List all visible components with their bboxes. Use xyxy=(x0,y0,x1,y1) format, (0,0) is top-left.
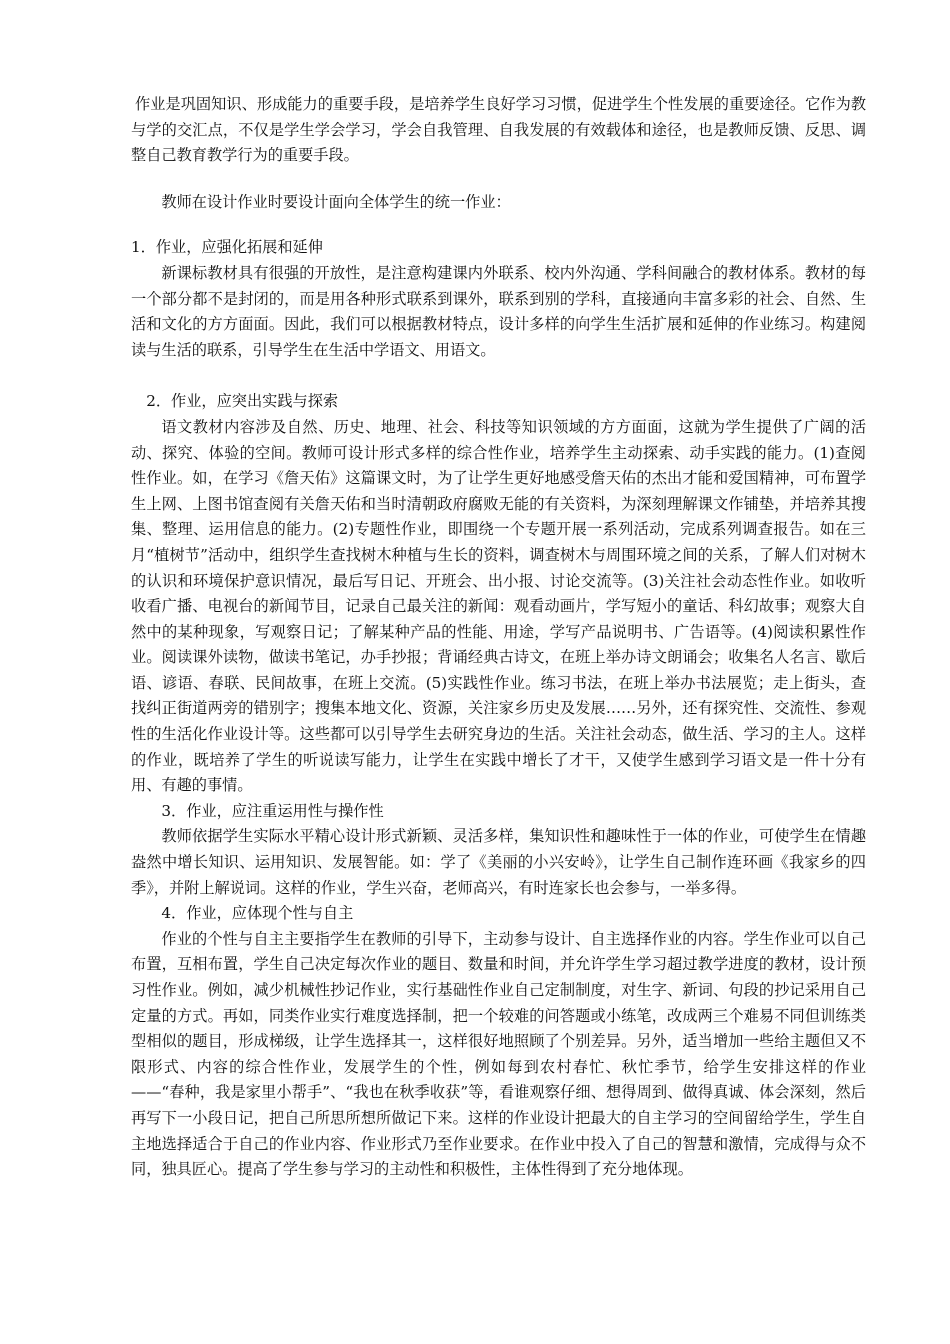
section-body-4: 作业的个性与自主主要指学生在教师的引导下，主动参与设计、自主选择作业的内容。学生作业可以自己布置，互相布置，学生自己决定每次作业的题目、数量和时间，并允许学生学习超过教学进度的教材，设计预习性作业。例如，减少机械性抄记作业，实行基础性作业自己定制制度，对生字、新词、句段的抄记采用自己定量的方式。再如，同类作业实行难度选择制，把一个较难的问答题或小练笔，改成两三个难易不同但训练类型相似的题目，形成梯级，让学生选择其一，这样很好地照顾了个别差异。另外，适当增加一些给主题但又不限形式、内容的综合性作业，发展学生的个性，例如每到农村春忙、秋忙季节，给学生安排这样的作业——“春种，我是家里小帮手”、“我也在秋季收获”等，看谁观察仔细、想得周到、做得真诚、体会深刻，然后再写下一小段日记，把自己所思所想所做记下来。这样的作业设计把最大的自主学习的空间留给学生，学生自主地选择适合于自己的作业内容、作业形式乃至作业要求。在作业中投入了自己的智慧和激情，完成得与众不同，独具匠心。提高了学生参与学习的主动性和积极性，主体性得到了充分地体现。 xyxy=(131,929,866,1179)
intro-paragraph: 作业是巩固知识、形成能力的重要手段，是培养学生良好学习习惯，促进学生个性发展的重要途径。它作为教与学的交汇点，不仅是学生学会学习，学会自我管理、自我发展的有效载体和途径，也是教师反馈、反思、调整自己教育教学行为的重要手段。 xyxy=(131,95,866,165)
section-heading-1: 1．作业，应强化拓展和延伸 xyxy=(131,238,323,257)
section-heading-4: 4．作业，应体现个性与自主 xyxy=(161,904,354,923)
section-body-1: 新课标教材具有很强的开放性，是注意构建课内外联系、校内外沟通、学科间融合的教材体系。教材的每一个部分都不是封闭的，而是用各种形式联系到课外，联系到别的学科，直接通向丰富多彩的社会、自然、生活和文化的方方面面。因此，我们可以根据教材特点，设计多样的向学生生活扩展和延伸的作业练习。构建阅读与生活的联系，引导学生在生活中学语文、用语文。 xyxy=(131,263,866,359)
section-body-2: 语文教材内容涉及自然、历史、地理、社会、科技等知识领域的方方面面，这就为学生提供了广阔的活动、探究、体验的空间。教师可设计形式多样的综合性作业，培养学生主动探索、动手实践的能力。(1)查阅性作业。如，在学习《詹天佑》这篇课文时，为了让学生更好地感受詹天佑的杰出才能和爱国精神，可布置学生上网、上图书馆查阅有关詹天佑和当时清朝政府腐败无能的有关资料，为深刻理解课文作铺垫，并培养其搜集、整理、运用信息的能力。(2)专题性作业，即围绕一个专题开展一系列活动，完成系列调查报告。如在三月“植树节”活动中，组织学生查找树木种植与生长的资料，调查树木与周围环境之间的关系，了解人们对树木的认识和环境保护意识情况，最后写日记、开班会、出小报、讨论交流等。(3)关注社会动态性作业。如收听收看广播、电视台的新闻节目，记录自己最关注的新闻：观看动画片，学写短小的童话、科幻故事；观察大自然中的某种现象，写观察日记；了解某种产品的性能、用途，学写产品说明书、广告语等。(4)阅读积累性作业。阅读课外读物，做读书笔记，办手抄报；背诵经典古诗文，在班上举办诗文朗诵会；收集名人名言、歇后语、谚语、春联、民间故事，在班上交流。(5)实践性作业。练习书法，在班上举办书法展览；走上街头，查找纠正街道两旁的错别字；搜集本地文化、资源，关注家乡历史及发展……另外，还有探究性、交流性、参观性的生活化作业设计等。这些都可以引导学生去研究身边的生活。关注社会动态，做生活、学习的主人。这样的作业，既培养了学生的听说读写能力，让学生在实践中增长了才干，又使学生感到学习语文是一件十分有用、有趣的事情。 xyxy=(131,417,866,795)
section-heading-3: 3．作业，应注重运用性与操作性 xyxy=(161,801,384,820)
section-heading-2: 2．作业，应突出实践与探索 xyxy=(146,392,339,411)
document-page xyxy=(131,92,866,1183)
section-body-3: 教师依据学生实际水平精心设计形式新颖、灵活多样，集知识性和趣味性于一体的作业，可使学生在情趣盎然中增长知识、运用知识、发展智能。如：学了《美丽的小兴安岭》，让学生自己制作连环画《我家乡的四季》，并附上解说词。这样的作业，学生兴奋，老师高兴，有时连家长也会参与，一举多得。 xyxy=(131,827,866,897)
lead-paragraph: 教师在设计作业时要设计面向全体学生的统一作业： xyxy=(161,192,511,211)
